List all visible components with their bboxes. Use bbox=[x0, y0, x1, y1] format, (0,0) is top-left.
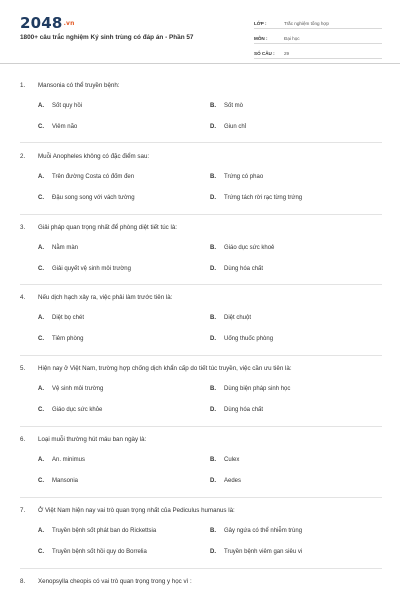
question-text: Loại muỗi thường hút máu ban ngày là: bbox=[38, 436, 147, 443]
option-text: Diệt chuột bbox=[224, 315, 252, 321]
option-c[interactable]: C. Giải quyết vệ sinh môi trường bbox=[38, 266, 131, 272]
option-d[interactable]: D. Dùng hóa chất bbox=[210, 407, 264, 413]
option-text: Truyền bệnh viêm gan siêu vi bbox=[224, 549, 303, 555]
option-text: Dùng hóa chất bbox=[224, 407, 264, 413]
question-text: Mansonia có thể truyền bệnh: bbox=[38, 82, 120, 89]
question-number: 7. bbox=[20, 507, 26, 514]
option-c[interactable]: C. Giáo dục sức khỏe bbox=[38, 407, 103, 413]
option-text: Mansonia bbox=[52, 478, 79, 484]
question-text: Xenopsylla cheopis có vai trò quan trọng trong y học vì : bbox=[38, 578, 192, 585]
option-a[interactable]: A. Trên đường Costa có đốm đen bbox=[38, 174, 135, 180]
option-a[interactable]: A. Diệt bọ chét bbox=[38, 315, 85, 321]
option-b[interactable]: B. Giáo dục sức khoẻ bbox=[210, 245, 275, 251]
option-text: Trứng có phao bbox=[224, 174, 264, 180]
option-b[interactable]: B. Culex bbox=[210, 457, 240, 463]
option-text: Đậu song song với vách tường bbox=[52, 195, 135, 201]
option-text: Giải quyết vệ sinh môi trường bbox=[52, 266, 131, 272]
option-c[interactable]: C. Mansonia bbox=[38, 478, 79, 484]
question-item bbox=[20, 224, 390, 275]
option-text: Viêm não bbox=[52, 124, 78, 130]
question-text: Nếu dịch hạch xảy ra, việc phải làm trước tiên là: bbox=[38, 294, 173, 301]
option-d[interactable]: D. Dùng hóa chất bbox=[210, 266, 264, 272]
option-b[interactable]: B. Diệt chuột bbox=[210, 315, 252, 321]
option-b[interactable]: B. Trứng có phao bbox=[210, 174, 264, 180]
logo-suffix: .vn bbox=[63, 20, 75, 27]
question-item bbox=[20, 153, 390, 204]
option-d[interactable]: D. Uống thuốc phòng bbox=[210, 336, 274, 342]
option-a[interactable]: A. Sốt quy hồi bbox=[38, 103, 83, 109]
option-text: Sốt mò bbox=[224, 103, 244, 109]
option-d[interactable]: D. Giun chỉ bbox=[210, 124, 247, 130]
question-item bbox=[20, 365, 390, 416]
option-text: Culex bbox=[224, 457, 240, 463]
option-text: Uống thuốc phòng bbox=[224, 336, 274, 342]
option-a[interactable]: A. Nằm màn bbox=[38, 245, 79, 251]
option-text: Giáo dục sức khoẻ bbox=[224, 245, 275, 251]
meta-label: MÔN : bbox=[254, 36, 268, 41]
document-title: 1800+ câu trắc nghiệm Ký sinh trùng có đáp án - Phần 57 bbox=[20, 34, 194, 41]
option-c[interactable]: C. Truyền bệnh sốt hồi quy do Borrelia bbox=[38, 549, 147, 555]
question-separator bbox=[20, 142, 382, 143]
question-number: 6. bbox=[20, 436, 26, 443]
question-number: 5. bbox=[20, 365, 26, 372]
question-text: Hiện nay ở Việt Nam, trường hợp chống dịch khẩn cấp do tiết túc truyền, việc cần ưu tiên là: bbox=[38, 365, 292, 372]
question-separator bbox=[20, 568, 382, 569]
option-text: Nằm màn bbox=[52, 245, 79, 251]
question-number: 2. bbox=[20, 153, 26, 160]
option-text: Diệt bọ chét bbox=[52, 315, 85, 321]
question-text: Ở Việt Nam hiện nay vai trò quan trọng nhất của Pediculus humanus là: bbox=[38, 507, 235, 514]
question-separator bbox=[20, 284, 382, 285]
question-number: 3. bbox=[20, 224, 26, 231]
meta-value: 29 bbox=[284, 51, 290, 56]
option-text: Giáo dục sức khỏe bbox=[52, 407, 103, 413]
question-number: 4. bbox=[20, 294, 26, 301]
question-item bbox=[20, 82, 390, 133]
option-text: Trên đường Costa có đốm đen bbox=[52, 174, 135, 180]
question-text: Giải pháp quan trọng nhất để phòng diệt tiết túc là: bbox=[38, 224, 177, 231]
option-text: Truyền bệnh sốt phát ban do Rickettsia bbox=[52, 528, 157, 534]
option-text: Dùng biện pháp sinh học bbox=[224, 386, 291, 392]
question-item bbox=[20, 294, 390, 345]
meta-value: Trắc nghiệm tổng hợp bbox=[284, 21, 329, 26]
option-text: Trứng tách rời rạc từng trứng bbox=[224, 195, 303, 201]
question-item bbox=[20, 436, 390, 487]
option-text: Giun chỉ bbox=[224, 124, 247, 130]
option-a[interactable]: A. An. minimus bbox=[38, 457, 86, 463]
option-text: Vệ sinh môi trường bbox=[52, 386, 104, 392]
question-separator bbox=[20, 214, 382, 215]
option-c[interactable]: C. Đậu song song với vách tường bbox=[38, 195, 135, 201]
option-text: Gây ngứa có thể nhiễm trùng bbox=[224, 528, 303, 534]
option-c[interactable]: C. Viêm não bbox=[38, 124, 78, 130]
option-text: Truyền bệnh sốt hồi quy do Borrelia bbox=[52, 549, 147, 555]
option-a[interactable]: A. Truyền bệnh sốt phát ban do Rickettsia bbox=[38, 528, 157, 534]
option-b[interactable]: B. Sốt mò bbox=[210, 103, 244, 109]
option-d[interactable]: D. Trứng tách rời rạc từng trứng bbox=[210, 195, 303, 201]
option-text: Dùng hóa chất bbox=[224, 266, 264, 272]
option-text: An. minimus bbox=[52, 457, 86, 463]
meta-label: LỚP : bbox=[254, 21, 267, 26]
option-a[interactable]: A. Vệ sinh môi trường bbox=[38, 386, 104, 392]
option-text: Tiêm phòng bbox=[52, 336, 84, 342]
question-number: 1. bbox=[20, 82, 26, 89]
meta-label: SỐ CÂU : bbox=[254, 51, 275, 56]
logo-text: 2048 bbox=[20, 14, 63, 32]
question-item bbox=[20, 507, 390, 558]
option-b[interactable]: B. Dùng biện pháp sinh học bbox=[210, 386, 291, 392]
option-b[interactable]: B. Gây ngứa có thể nhiễm trùng bbox=[210, 528, 303, 534]
question-separator bbox=[20, 426, 382, 427]
option-d[interactable]: D. Aedes bbox=[210, 478, 242, 484]
option-text: Aedes bbox=[224, 478, 242, 484]
question-separator bbox=[20, 497, 382, 498]
question-item bbox=[20, 578, 390, 586]
option-text: Sốt quy hồi bbox=[52, 103, 83, 109]
option-c[interactable]: C. Tiêm phòng bbox=[38, 336, 84, 342]
question-number: 8. bbox=[20, 578, 26, 585]
meta-value: Đại học bbox=[284, 36, 300, 41]
question-separator bbox=[20, 355, 382, 356]
option-d[interactable]: D. Truyền bệnh viêm gan siêu vi bbox=[210, 549, 303, 555]
question-text: Muỗi Anopheles không có đặc điểm sau: bbox=[38, 153, 150, 160]
